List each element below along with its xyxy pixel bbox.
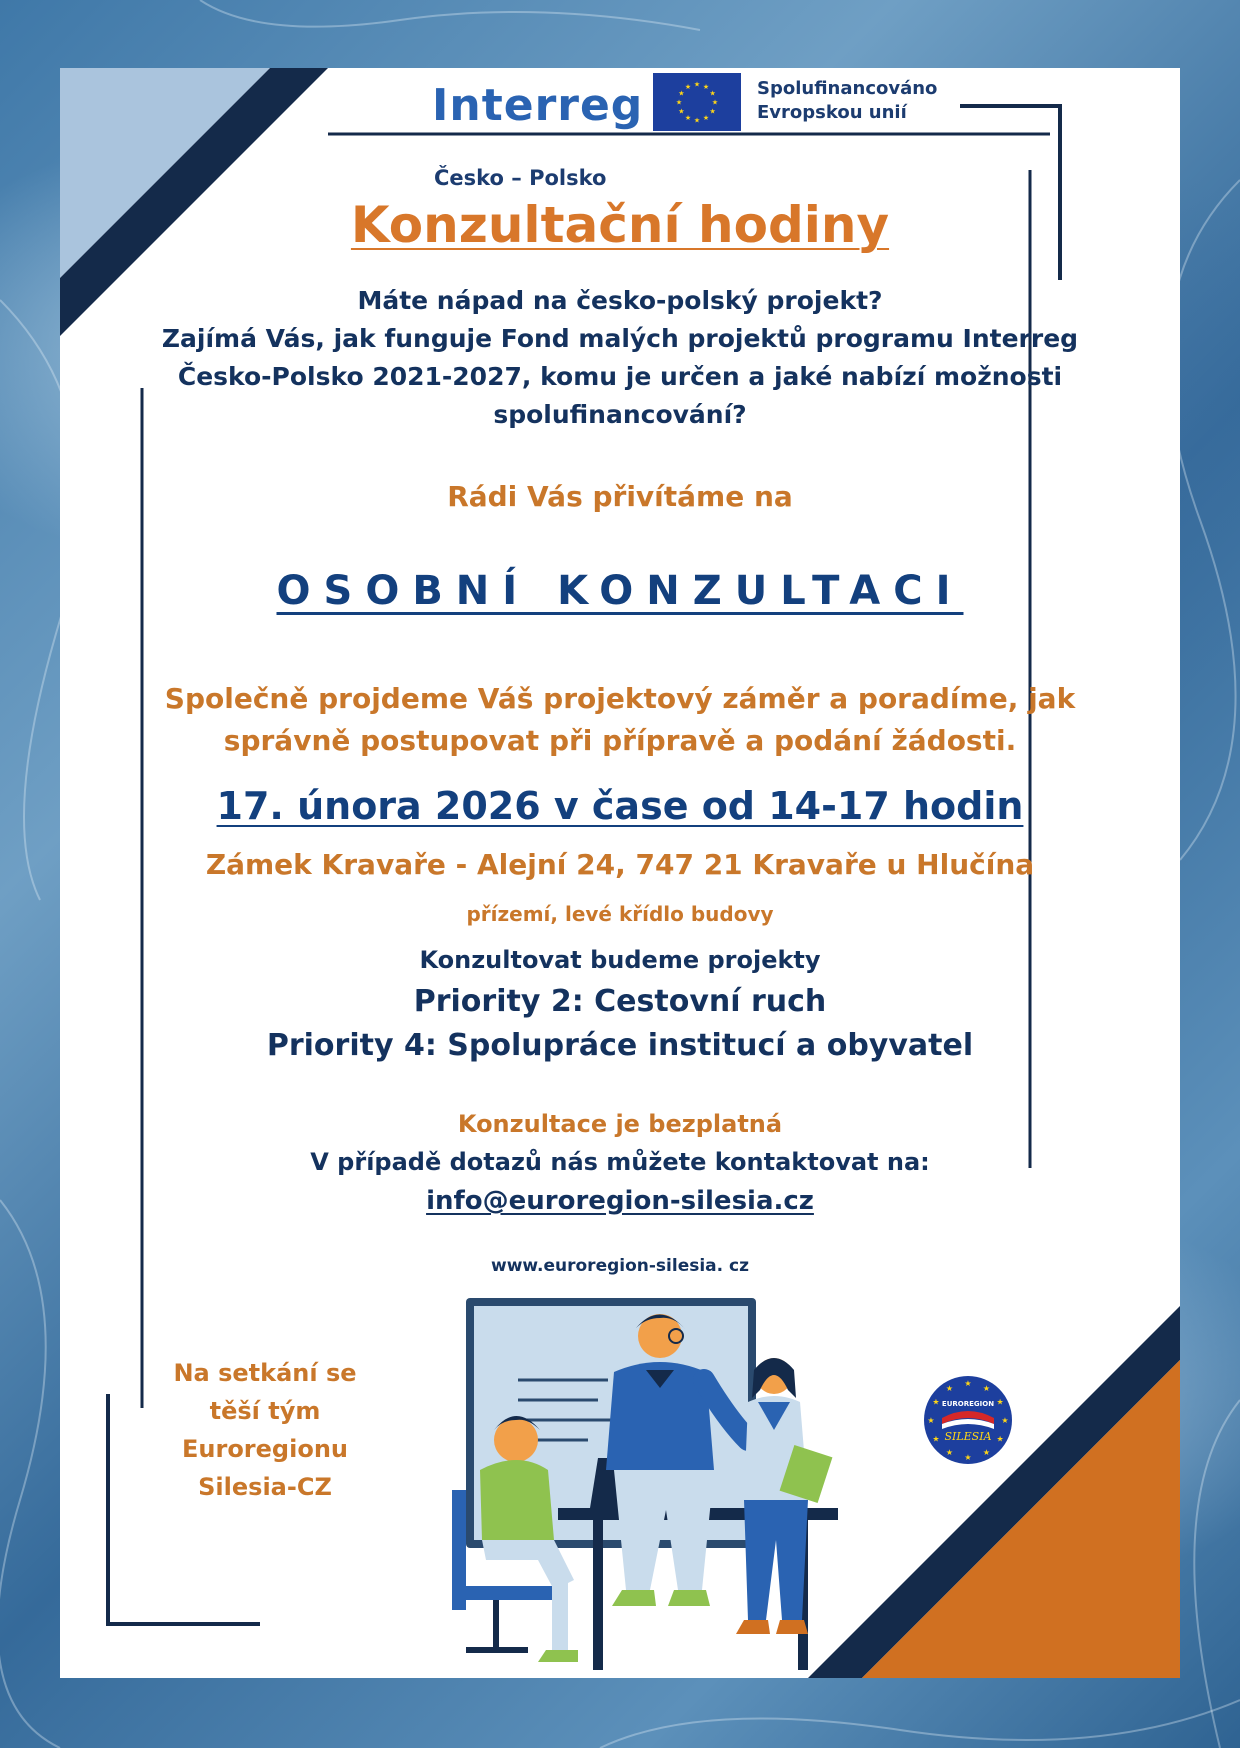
star-icon: ★ (1001, 1415, 1009, 1425)
team-line1: Na setkání se (173, 1359, 357, 1387)
euroregion-silesia-logo (922, 1374, 1014, 1466)
header (60, 68, 1180, 208)
star-icon: ★ (675, 98, 683, 107)
badge-top-text: EUROREGION (941, 1400, 995, 1408)
star-icon: ★ (684, 82, 692, 91)
priority-item: Priority 2: Cestovní ruch (413, 984, 827, 1019)
eu-cofunding-text (757, 77, 937, 125)
description-line2: správně postupovat při přípravě a podání žádosti. (223, 724, 1017, 757)
star-icon: ★ (932, 1397, 940, 1407)
star-icon: ★ (709, 89, 716, 98)
star-icon: ★ (982, 1447, 991, 1457)
star-icon: ★ (693, 80, 701, 89)
welcome-text: Rádi Vás přivítáme na (447, 480, 793, 513)
eu-flag-icon (653, 73, 741, 131)
page-title: Konzultační hodiny (350, 196, 890, 254)
star-icon: ★ (702, 82, 710, 91)
free-notice: Konzultace je bezplatná (457, 1110, 783, 1138)
star-icon: ★ (693, 116, 701, 125)
description-text (60, 678, 1180, 762)
star-icon: ★ (996, 1434, 1004, 1444)
eu-text-line1: Spolufinancováno (757, 78, 938, 99)
priorities-intro: Konzultovat budeme projekty (419, 946, 821, 974)
team-line3: Euroregionu (182, 1435, 348, 1463)
website-link[interactable]: www.euroregion-silesia. cz (491, 1256, 749, 1276)
star-icon: ★ (945, 1447, 954, 1457)
intro-text (60, 282, 1180, 434)
star-icon: ★ (932, 1434, 940, 1444)
team-line4: Silesia-CZ (198, 1473, 332, 1501)
star-icon: ★ (964, 1378, 972, 1388)
interreg-logo: Interreg (432, 80, 644, 131)
star-icon: ★ (702, 114, 710, 123)
team-line2: těší tým (209, 1397, 321, 1425)
contact-question: V případě dotazů nás můžete kontaktovat na: (310, 1148, 930, 1176)
star-icon: ★ (927, 1415, 935, 1425)
event-date: 17. února 2026 v čase od 14-17 hodin (216, 784, 1024, 828)
star-icon: ★ (964, 1452, 972, 1462)
event-floor: přízemí, levé křídlo budovy (466, 902, 774, 926)
star-icon: ★ (709, 107, 716, 116)
interreg-subtitle: Česko – Polsko (434, 166, 607, 190)
team-text (155, 1354, 375, 1506)
star-icon: ★ (945, 1383, 954, 1393)
description-line1: Společně projdeme Váš projektový záměr a poradíme, jak (164, 682, 1076, 715)
team-meeting-illustration (378, 1290, 858, 1675)
star-icon: ★ (684, 114, 692, 123)
priority-item: Priority 4: Spolupráce institucí a obyvatel (266, 1028, 974, 1063)
headline: OSOBNÍ KONZULTACI (276, 568, 964, 614)
star-icon: ★ (996, 1397, 1004, 1407)
intro-line3: Česko-Polsko 2021-2027, komu je určen a jaké nabízí možnosti (177, 362, 1063, 391)
star-icon: ★ (711, 98, 719, 107)
event-address: Zámek Kravaře - Alejní 24, 747 21 Kravaře u Hlučína (205, 848, 1035, 881)
star-icon: ★ (678, 107, 685, 116)
star-icon: ★ (678, 89, 685, 98)
star-icon: ★ (982, 1383, 991, 1393)
badge-middle-text: SILESIA (944, 1430, 992, 1443)
intro-line2: Zajímá Vás, jak funguje Fond malých projektů programu Interreg (161, 324, 1079, 353)
intro-line4: spolufinancování? (493, 400, 747, 429)
eu-text-line2: Evropskou unií (757, 102, 907, 123)
eu-stars-icon (653, 73, 741, 131)
email-link[interactable]: info@euroregion-silesia.cz (426, 1186, 814, 1216)
poster (60, 68, 1180, 1678)
intro-line1: Máte nápad na česko-polský projekt? (357, 286, 883, 315)
